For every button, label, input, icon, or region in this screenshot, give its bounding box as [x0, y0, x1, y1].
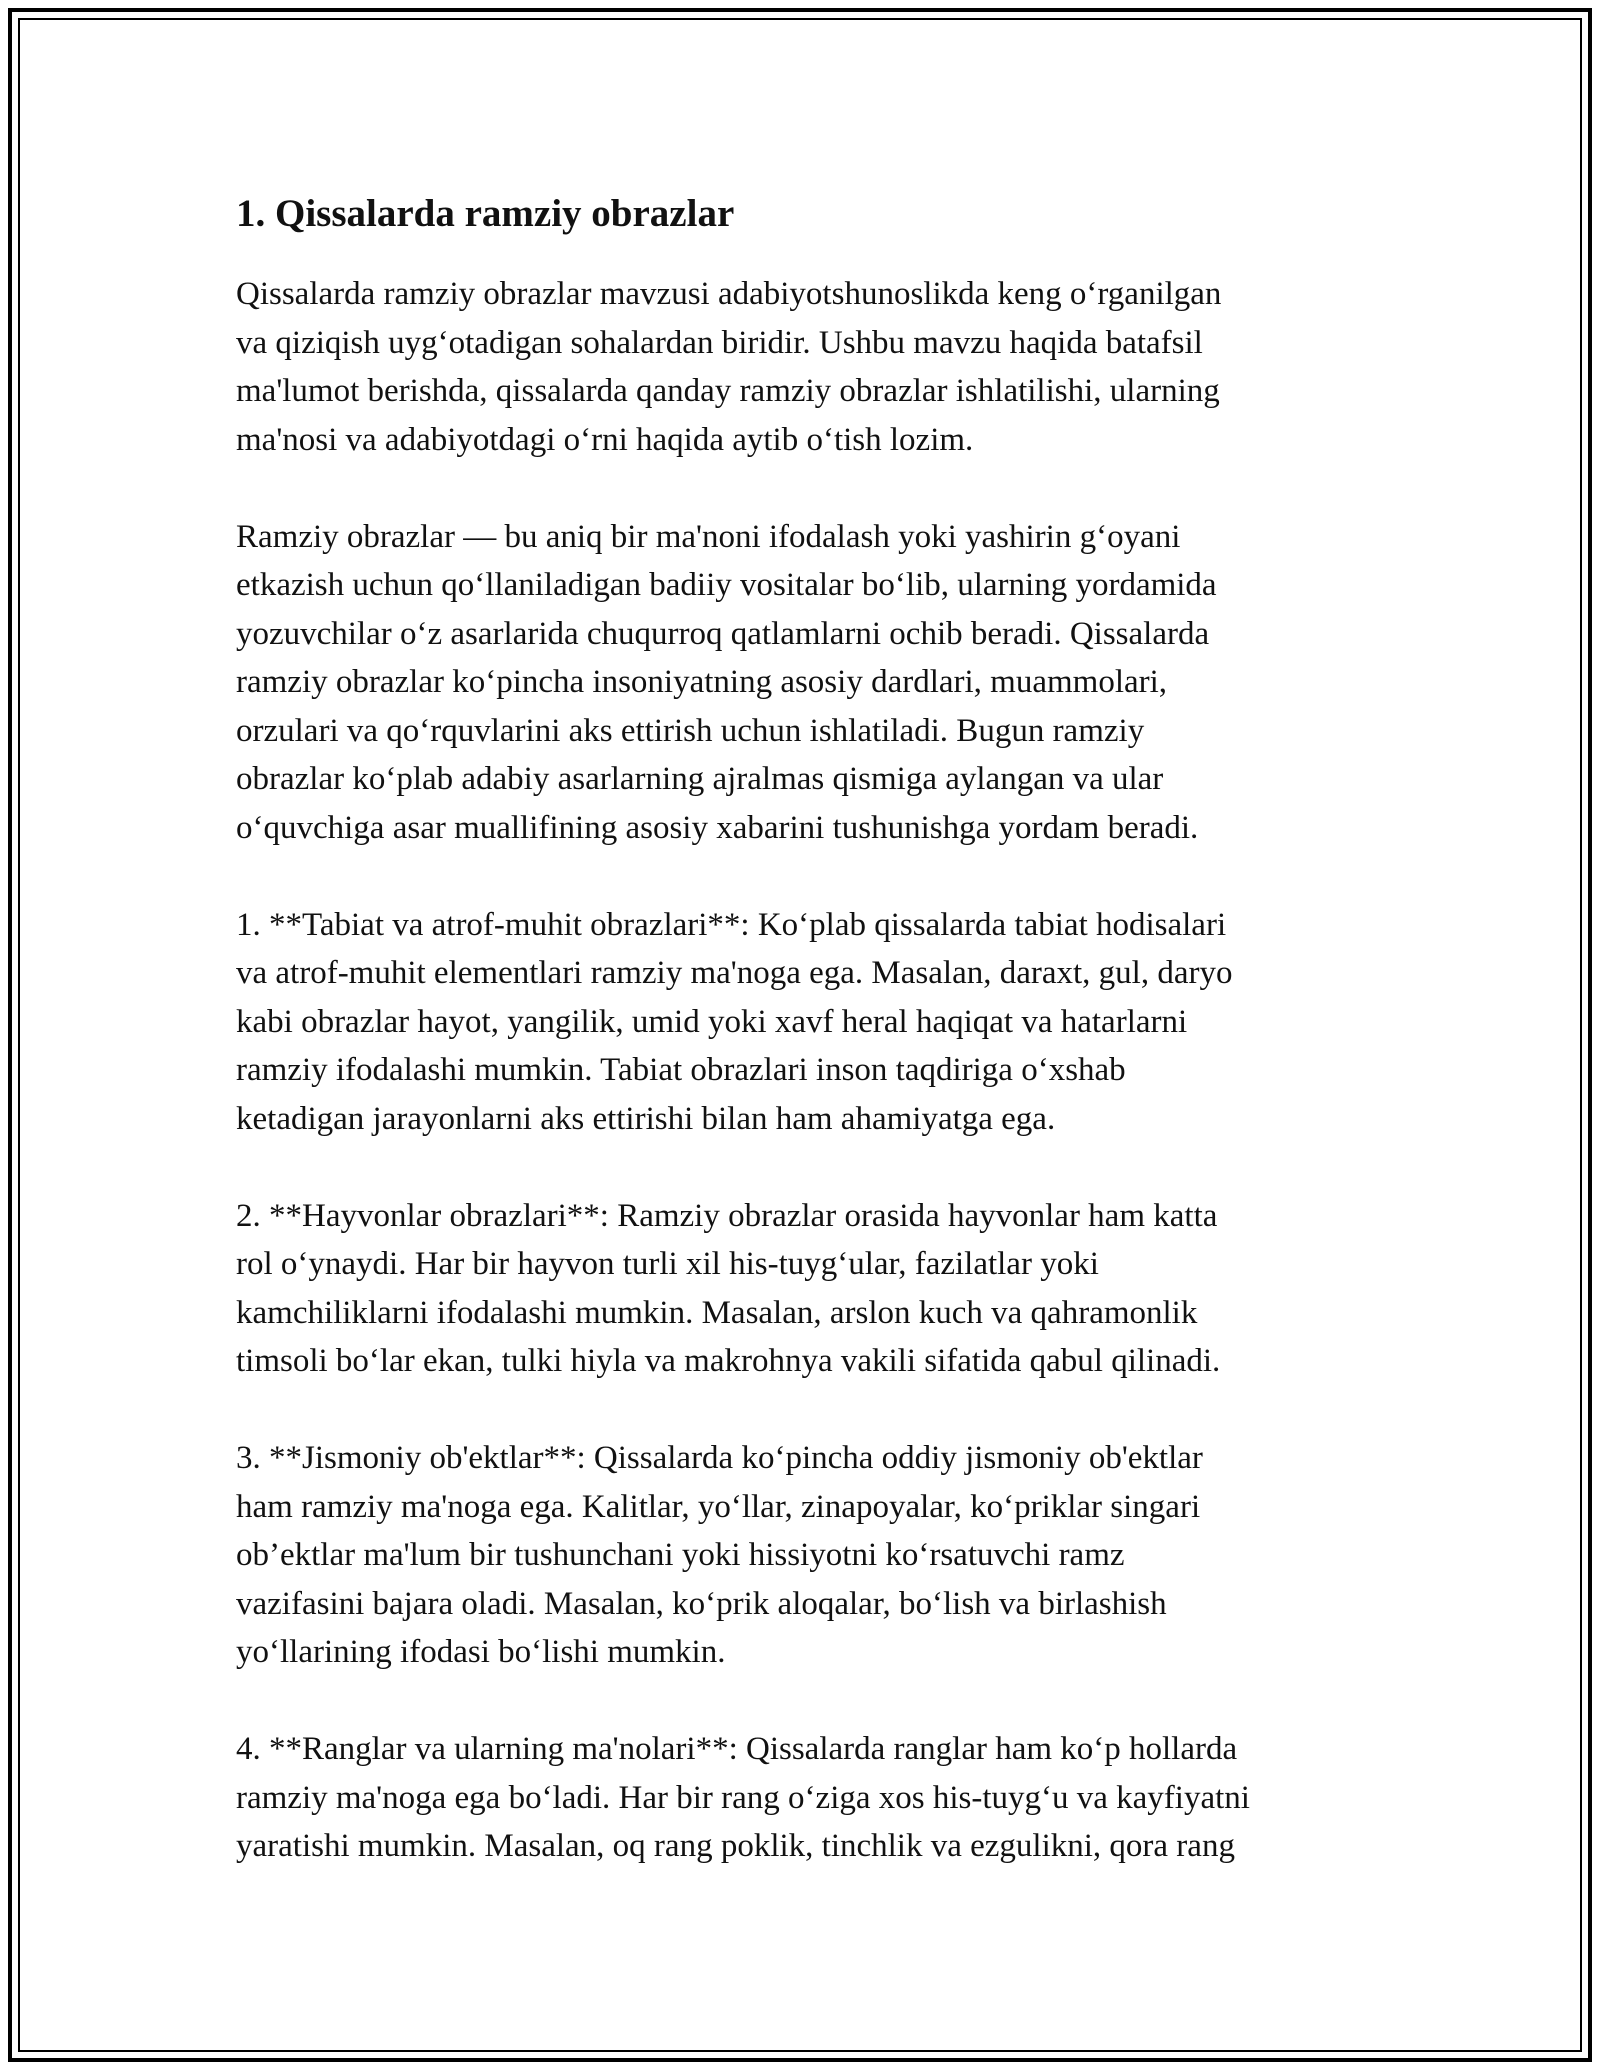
paragraph — [236, 901, 1386, 1144]
text-line: ramziy obrazlar ko‘pincha insoniyatning asosiy dardlari, muammolari, — [236, 664, 1168, 700]
paragraph — [236, 1192, 1386, 1386]
text-line: yaratishi mumkin. Masalan, oq rang poklik, tinchlik va ezgulikni, qora rang — [236, 1828, 1235, 1864]
section-title: 1. Qissalarda ramziy obrazlar — [236, 192, 735, 235]
text-line: rol o‘ynaydi. Har bir hayvon turli xil his-tuyg‘ular, fazilatlar yoki — [236, 1246, 1099, 1282]
text-line: 1. **Tabiat va atrof-muhit obrazlari**: Ko‘plab qissalarda tabiat hodisalari — [236, 906, 1227, 943]
text-line: ketadigan jarayonlarni aks ettirishi bilan ham ahamiyatga ega. — [236, 1100, 1056, 1137]
text-line: ramziy ifodalashi mumkin. Tabiat obrazlari inson taqdiriga o‘xshab — [236, 1052, 1126, 1088]
paragraph — [236, 1725, 1386, 1871]
text-line: va qiziqish uyg‘otadigan sohalardan biridir. Ushbu mavzu haqida batafsil — [236, 324, 1203, 361]
text-line: kabi obrazlar hayot, yangilik, umid yoki xavf heral haqiqat va hatarlarni — [236, 1003, 1188, 1040]
text-line: kamchiliklarni ifodalashi mumkin. Masalan, arslon kuch va qahramonlik — [236, 1294, 1198, 1331]
text-line: obrazlar ko‘plab adabiy asarlarning ajralmas qismiga aylangan va ular — [236, 761, 1164, 797]
paragraph — [236, 513, 1386, 853]
paragraph — [236, 270, 1386, 464]
text-line: ma'lumot berishda, qissalarda qanday ramziy obrazlar ishlatilishi, ularning — [236, 373, 1220, 409]
text-line: 4. **Ranglar va ularning ma'nolari**: Qissalarda ranglar ham ko‘p hollarda — [236, 1731, 1238, 1767]
text-line: timsoli bo‘lar ekan, tulki hiyla va makrohnya vakili sifatida qabul qilinadi. — [236, 1343, 1221, 1379]
text-line: yo‘llarining ifodasi bo‘lishi mumkin. — [236, 1634, 726, 1670]
text-line: 3. **Jismoniy ob'ektlar**: Qissalarda ko‘pincha oddiy jismoniy ob'ektlar — [236, 1440, 1203, 1476]
text-line: ham ramziy ma'noga ega. Kalitlar, yo‘llar, zinapoyalar, ko‘priklar singari — [236, 1488, 1201, 1525]
text-line: 2. **Hayvonlar obrazlari**: Ramziy obrazlar orasida hayvonlar ham katta — [236, 1197, 1218, 1234]
document-page — [236, 186, 1386, 1919]
text-line: Ramziy obrazlar — bu aniq bir ma'noni ifodalash yoki yashirin g‘oyani — [236, 518, 1181, 555]
document-body — [236, 270, 1386, 1871]
text-line: orzulari va qo‘rquvlarini aks ettirish uchun ishlatiladi. Bugun ramziy — [236, 712, 1145, 749]
text-line: o‘quvchiga asar muallifining asosiy xabarini tushunishga yordam beradi. — [236, 809, 1199, 846]
text-line: ob’ektlar ma'lum bir tushunchani yoki hissiyotni ko‘rsatuvchi ramz — [236, 1537, 1125, 1573]
paragraph — [236, 1434, 1386, 1677]
text-line: yozuvchilar o‘z asarlarida chuqurroq qatlamlarni ochib beradi. Qissalarda — [236, 615, 1210, 652]
text-line: Qissalarda ramziy obrazlar mavzusi adabiyotshunoslikda keng o‘rganilgan — [236, 276, 1222, 312]
text-line: ma'nosi va adabiyotdagi o‘rni haqida aytib o‘tish lozim. — [236, 421, 974, 458]
text-line: ramziy ma'noga ega bo‘ladi. Har bir rang o‘ziga xos his-tuyg‘u va kayfiyatni — [236, 1779, 1250, 1816]
text-line: vazifasini bajara oladi. Masalan, ko‘prik aloqalar, bo‘lish va birlashish — [236, 1585, 1167, 1622]
text-line: etkazish uchun qo‘llaniladigan badiiy vositalar bo‘lib, ularning yordamida — [236, 567, 1217, 603]
text-line: va atrof-muhit elementlari ramziy ma'noga ega. Masalan, daraxt, gul, daryo — [236, 955, 1233, 991]
